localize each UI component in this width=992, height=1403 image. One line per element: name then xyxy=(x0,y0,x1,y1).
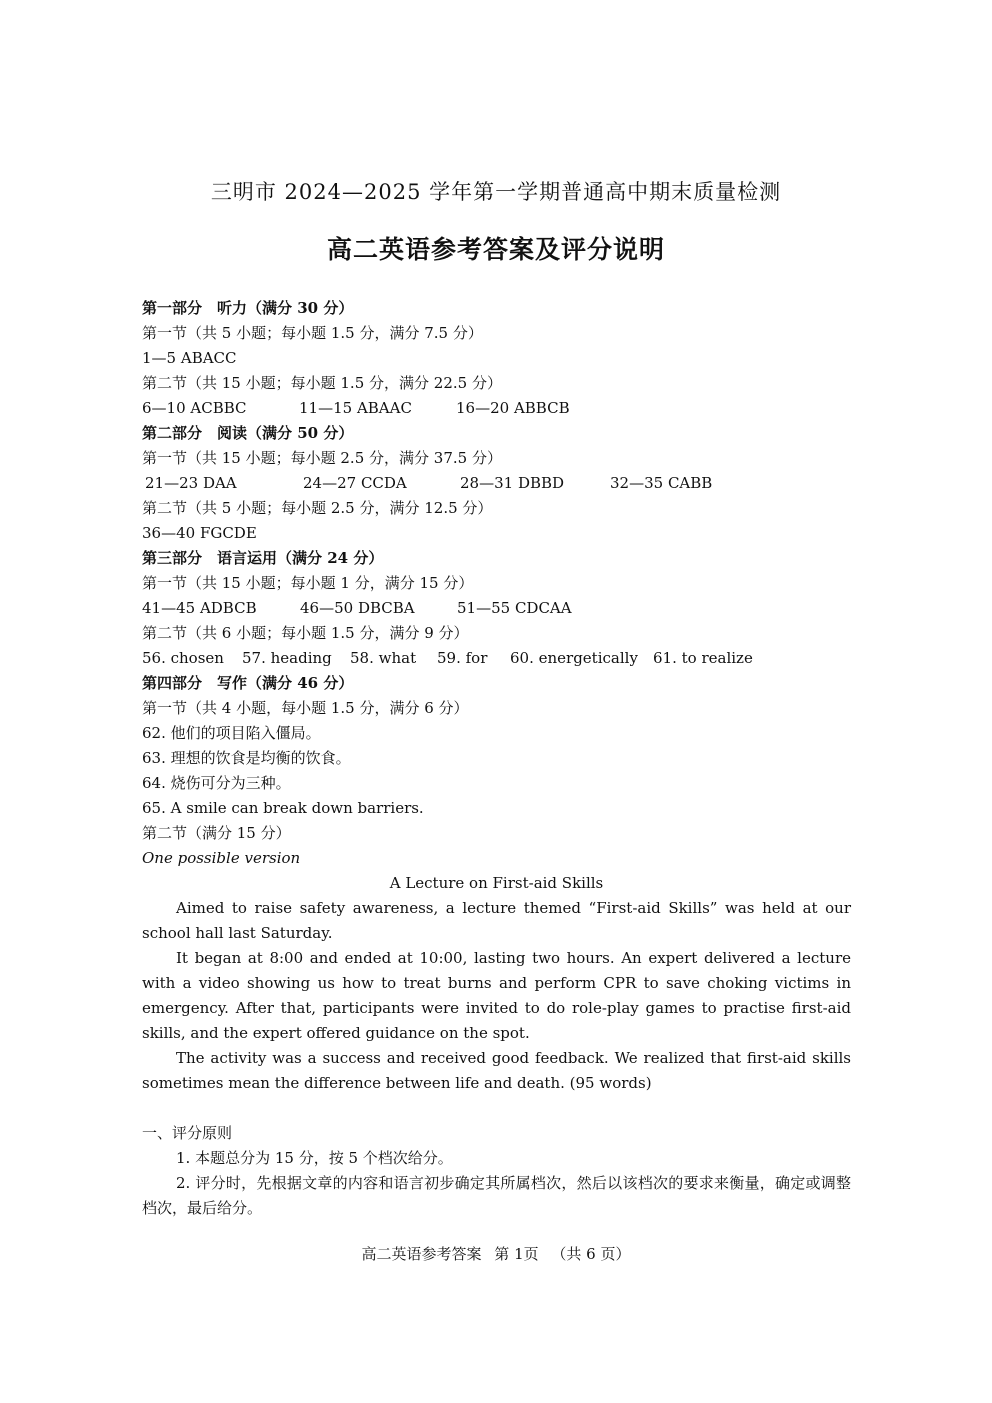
scoring-rule: 2. 评分时，先根据文章的内容和语言初步确定其所属档次，然后以该档次的要求来衡量，确定或调整档次，最后给分。 xyxy=(142,1174,851,1217)
footer-page-number: 第 1页 xyxy=(494,1245,539,1263)
essay-paragraph: It began at 8:00 and ended at 10:00, lasting two hours. An expert delivered a lecture with a video showing us how to treat burns and perform CPR to save choking victims in emergency. After that, participants were invited to do role-play games to practise first-aid skills, and the expert offered guidance on the spot. xyxy=(142,949,851,1042)
answer-row xyxy=(142,521,851,546)
essay-title: A Lecture on First-aid Skills xyxy=(389,874,604,892)
scoring-rule: 1. 本题总分为 15 分，按 5 个档次给分。 xyxy=(176,1149,453,1167)
answer-item: 62. 他们的项目陷入僵局。 xyxy=(142,724,321,742)
part3-sec2-heading: 第二节（共 6 小题；每小题 1.5 分，满分 9 分） xyxy=(142,624,469,642)
part3-sec1-heading: 第一节（共 15 小题；每小题 1 分，满分 15 分） xyxy=(142,574,474,592)
part3-heading: 第三部分 语言运用（满分 24 分） xyxy=(142,549,384,567)
part1-heading: 第一部分 听力（满分 30 分） xyxy=(142,299,354,317)
part1-sec1-heading: 第一节（共 5 小题；每小题 1.5 分，满分 7.5 分） xyxy=(142,324,483,342)
answer-group: 32—35 CABB xyxy=(610,474,713,492)
answer-group: 46—50 DBCBA xyxy=(300,599,415,617)
answer-group: 16—20 ABBCB xyxy=(456,399,570,417)
part1-sec2-heading: 第二节（共 15 小题；每小题 1.5 分，满分 22.5 分） xyxy=(142,374,502,392)
answer-group: 36—40 FGCDE xyxy=(142,524,257,542)
part2-heading: 第二部分 阅读（满分 50 分） xyxy=(142,424,354,442)
answer-group: 11—15 ABAAC xyxy=(299,399,412,417)
answer-item: 64. 烧伤可分为三种。 xyxy=(142,774,291,792)
answer-item: 63. 理想的饮食是均衡的饮食。 xyxy=(142,749,351,767)
part4-heading: 第四部分 写作（满分 46 分） xyxy=(142,674,354,692)
part2-sec2-heading: 第二节（共 5 小题；每小题 2.5 分，满分 12.5 分） xyxy=(142,499,493,517)
answer-row xyxy=(142,596,851,621)
answer-group: 21—23 DAA xyxy=(145,474,237,492)
answer-group: 51—55 CDCAA xyxy=(457,599,572,617)
version-label: One possible version xyxy=(142,849,301,867)
footer-doc-name: 高二英语参考答案 xyxy=(361,1245,482,1263)
answer-group: 1—5 ABACC xyxy=(142,349,237,367)
part2-sec1-heading: 第一节（共 15 小题；每小题 2.5 分，满分 37.5 分） xyxy=(142,449,502,467)
answer-item: 56. chosen xyxy=(142,649,224,667)
answer-row xyxy=(142,396,851,421)
answer-group: 41—45 ADBCB xyxy=(142,599,257,617)
answer-group: 6—10 ACBBC xyxy=(142,399,247,417)
footer-page-total: （共 6 页） xyxy=(551,1245,631,1263)
answer-item: 60. energetically xyxy=(510,649,638,667)
answer-item: 58. what xyxy=(350,649,417,667)
answer-group: 28—31 DBBD xyxy=(460,474,565,492)
answer-content xyxy=(142,296,851,1221)
answer-row xyxy=(142,646,851,671)
document-subtitle: 高二英语参考答案及评分说明 xyxy=(326,235,665,264)
essay-paragraph: Aimed to raise safety awareness, a lecture themed “First-aid Skills” was held at our school hall last Saturday. xyxy=(142,899,851,942)
part4-sec2-heading: 第二节（满分 15 分） xyxy=(142,824,291,842)
answer-group: 24—27 CCDA xyxy=(303,474,407,492)
answer-item: 57. heading xyxy=(242,649,332,667)
answer-item: 59. for xyxy=(437,649,488,667)
document-title: 三明市 2024—2025 学年第一学期普通高中期末质量检测 xyxy=(210,180,782,204)
page-footer xyxy=(0,1243,992,1264)
part4-sec1-heading: 第一节（共 4 小题，每小题 1.5 分，满分 6 分） xyxy=(142,699,469,717)
answer-row xyxy=(142,346,851,371)
scoring-heading: 一、评分原则 xyxy=(142,1124,233,1142)
answer-item: 61. to realize xyxy=(653,649,753,667)
essay-paragraph: The activity was a success and received good feedback. We realized that first-aid skills sometimes mean the difference between life and death. (95 words) xyxy=(142,1049,851,1092)
answer-item: 65. A smile can break down barriers. xyxy=(142,799,424,817)
answer-row xyxy=(142,471,851,496)
